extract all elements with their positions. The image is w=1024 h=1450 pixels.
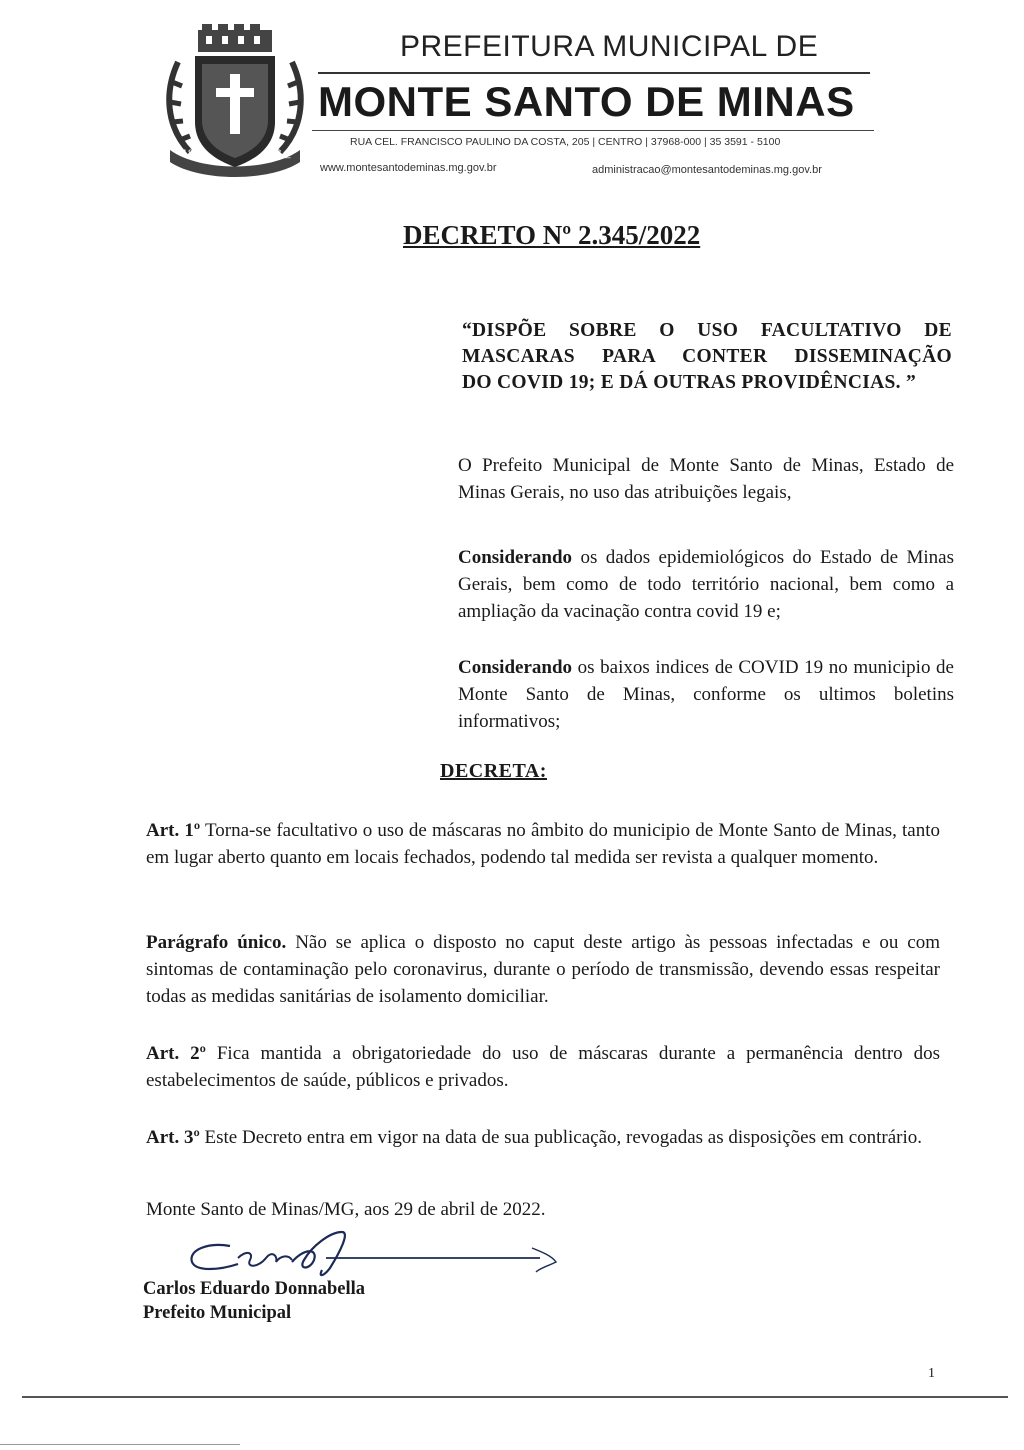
article-2 bbox=[146, 1040, 940, 1094]
article-label: Art. 1º bbox=[146, 820, 201, 841]
summary-line: “DISPÕE SOBRE O USO FACULTATIVO DE bbox=[462, 320, 952, 341]
article-label: Art. 2º bbox=[146, 1043, 206, 1064]
considering-text: os baixos indices de COVID 19 no municipio de Monte Santo de Minas, conforme os ultimos boletins informativos; bbox=[458, 657, 954, 732]
date-line: Monte Santo de Minas/MG, aos 29 de abril de 2022. bbox=[146, 1199, 546, 1220]
sole-paragraph bbox=[146, 929, 940, 1010]
summary-line: MASCARAS PARA CONTER DISSEMINAÇÃO bbox=[462, 346, 952, 367]
header-divider bbox=[318, 72, 870, 74]
handwritten-signature bbox=[180, 1228, 570, 1280]
article-text: Este Decreto entra em vigor na data de sua publicação, revogadas as disposições em contrário. bbox=[199, 1127, 923, 1148]
considering-label: Considerando bbox=[458, 547, 573, 568]
paragraph-label: Parágrafo único. bbox=[146, 932, 287, 953]
considering-text: os dados epidemiológicos do Estado de Minas Gerais, bem como de todo território nacional, bem como a ampliação da vacinação contra covid 19 e; bbox=[458, 547, 954, 622]
summary-line: DO COVID 19; E DÁ OUTRAS PROVIDÊNCIAS. ” bbox=[462, 372, 917, 393]
decreta-heading: DECRETA: bbox=[440, 760, 547, 782]
scan-edge-line bbox=[0, 1444, 240, 1445]
article-text: Fica mantida a obrigatoriedade do uso de máscaras durante a permanência dentro dos estabelecimentos de saúde, públicos e privados. bbox=[146, 1043, 940, 1091]
signatory-name: Carlos Eduardo Donnabella bbox=[143, 1279, 366, 1299]
considering-label: Considerando bbox=[458, 657, 573, 678]
paragraph-text: Não se aplica o disposto no caput deste artigo às pessoas infectadas e ou com sintomas de contaminação pelo coronavirus, durante o período de transmissão, devendo essas respeitar todas as medidas sanitárias de isolamento domiciliar. bbox=[146, 932, 940, 1007]
header-address: RUA CEL. FRANCISCO PAULINO DA COSTA, 205 | CENTRO | 37968-000 | 35 3591 - 5100 bbox=[350, 136, 781, 148]
article-3 bbox=[146, 1124, 940, 1151]
page-number: 1 bbox=[928, 1366, 935, 1381]
header-prefeitura: PREFEITURA MUNICIPAL DE bbox=[400, 30, 819, 63]
header-municipality: MONTE SANTO DE MINAS bbox=[318, 78, 855, 125]
considering-paragraph bbox=[458, 654, 954, 735]
article-text: Torna-se facultativo o uso de máscaras no âmbito do municipio de Monte Santo de Minas, tanto em lugar aberto quanto em locais fechados, podendo tal medida ser revista a qualquer momento. bbox=[146, 820, 940, 868]
header-divider bbox=[312, 130, 874, 131]
article-1 bbox=[146, 817, 940, 871]
preamble: O Prefeito Municipal de Monte Santo de Minas, Estado de Minas Gerais, no uso das atribuições legais, bbox=[458, 455, 954, 503]
decree-summary bbox=[462, 318, 952, 396]
decree-title: DECRETO Nº 2.345/2022 bbox=[403, 220, 701, 250]
header-website: www.montesantodeminas.mg.gov.br bbox=[320, 162, 497, 174]
article-label: Art. 3º bbox=[146, 1127, 200, 1148]
signatory-role: Prefeito Municipal bbox=[143, 1303, 292, 1323]
svg-text:18__: 18__ bbox=[270, 149, 291, 159]
considering-paragraph bbox=[458, 544, 954, 625]
municipal-crest-icon bbox=[160, 22, 310, 182]
header-email: administracao@montesantodeminas.mg.gov.br bbox=[592, 164, 822, 176]
footer-divider bbox=[22, 1396, 1008, 1398]
svg-text:18__: 18__ bbox=[182, 149, 203, 159]
